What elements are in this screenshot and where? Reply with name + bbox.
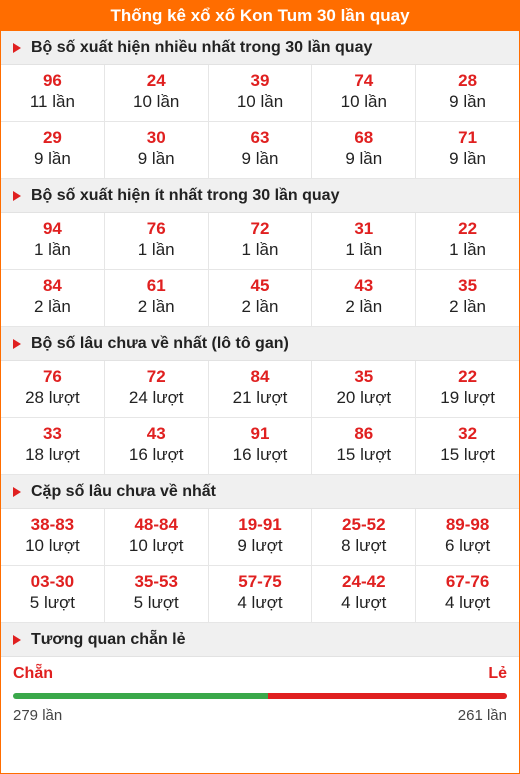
triangle-right-icon — [13, 191, 21, 201]
triangle-right-icon — [13, 635, 21, 645]
lottery-number: 84 — [250, 367, 270, 386]
grid-row — [1, 361, 519, 418]
occurrence-count: 4 lượt — [341, 593, 387, 612]
section-heading — [1, 179, 519, 213]
occurrence-count: 1 lần — [137, 240, 175, 259]
lottery-number: 71 — [458, 128, 478, 147]
number-cell — [105, 270, 209, 327]
number-cell — [1, 361, 105, 418]
ratio-heading-label: Tương quan chẵn lẻ — [31, 630, 186, 648]
occurrence-count: 10 lần — [236, 92, 284, 111]
odd-bar-fill — [268, 693, 507, 699]
number-cell — [1, 122, 105, 179]
number-cell — [312, 566, 416, 623]
occurrence-count: 1 lần — [449, 240, 487, 259]
lottery-number: 74 — [354, 71, 374, 90]
number-cell — [209, 270, 313, 327]
lottery-number: 25-52 — [342, 515, 386, 534]
number-cell — [105, 122, 209, 179]
number-cell — [209, 566, 313, 623]
number-cell — [1, 65, 105, 122]
lottery-number: 22 — [458, 367, 478, 386]
number-cell — [312, 122, 416, 179]
occurrence-count: 4 lượt — [444, 593, 491, 612]
number-cell — [416, 270, 519, 327]
lottery-number: 38-83 — [30, 515, 75, 534]
lottery-number: 96 — [42, 71, 62, 90]
occurrence-count: 9 lần — [449, 92, 487, 111]
occurrence-count: 16 lượt — [128, 445, 184, 464]
occurrence-count: 19 lượt — [440, 388, 495, 407]
lottery-number: 03-30 — [30, 572, 75, 591]
occurrence-count: 24 lượt — [128, 388, 184, 407]
grid-row — [1, 418, 519, 475]
occurrence-count: 1 lần — [241, 240, 279, 259]
section-heading-label: Bộ số xuất hiện ít nhất trong 30 lần quay — [31, 186, 340, 204]
occurrence-count: 2 lần — [241, 297, 279, 316]
even-count: 279 lần — [13, 707, 63, 724]
occurrence-count: 2 lần — [33, 297, 71, 316]
occurrence-count: 10 lần — [133, 92, 180, 111]
occurrence-count: 10 lượt — [128, 536, 184, 555]
odd-label: Lẻ — [488, 665, 507, 682]
section-heading — [1, 327, 519, 361]
occurrence-count: 5 lượt — [133, 593, 179, 612]
number-cell — [209, 213, 313, 270]
even-label: Chẵn — [13, 665, 53, 682]
grid-row — [1, 270, 519, 327]
grid-row — [1, 122, 519, 179]
occurrence-count: 2 lần — [449, 297, 487, 316]
number-cell — [416, 509, 519, 566]
occurrence-count: 10 lần — [340, 92, 387, 111]
lottery-number: 57-75 — [238, 572, 282, 591]
occurrence-count: 9 lần — [33, 149, 71, 168]
number-cell — [105, 509, 209, 566]
number-cell — [209, 418, 313, 475]
lottery-number: 67-76 — [445, 572, 490, 591]
number-cell — [105, 566, 209, 623]
lottery-number: 91 — [250, 424, 270, 443]
occurrence-count: 1 lần — [345, 240, 383, 259]
triangle-right-icon — [13, 339, 21, 349]
lottery-number: 22 — [458, 219, 478, 238]
occurrence-count: 15 lượt — [336, 445, 392, 464]
number-cell — [209, 122, 313, 179]
occurrence-count: 16 lượt — [232, 445, 288, 464]
occurrence-count: 9 lần — [345, 149, 383, 168]
occurrence-count: 2 lần — [137, 297, 175, 316]
lottery-number: 63 — [250, 128, 270, 147]
section-heading-label: Cặp số lâu chưa về nhất — [31, 482, 216, 500]
lottery-number: 72 — [250, 219, 270, 238]
number-cell — [105, 213, 209, 270]
number-cell — [1, 213, 105, 270]
occurrence-count: 2 lần — [345, 297, 383, 316]
number-cell — [209, 361, 313, 418]
occurrence-count: 9 lần — [137, 149, 175, 168]
number-cell — [105, 418, 209, 475]
section-heading-label: Bộ số xuất hiện nhiều nhất trong 30 lần quay — [31, 38, 373, 56]
section-heading-label: Bộ số lâu chưa về nhất (lô tô gan) — [31, 334, 289, 352]
number-cell — [312, 509, 416, 566]
number-cell — [312, 418, 416, 475]
section-heading — [1, 31, 519, 65]
lottery-number: 61 — [146, 276, 166, 295]
occurrence-count: 21 lượt — [232, 388, 288, 407]
occurrence-count: 10 lượt — [25, 536, 80, 555]
number-cell — [1, 270, 105, 327]
number-cell — [312, 213, 416, 270]
lottery-number: 39 — [250, 71, 270, 90]
lottery-number: 29 — [42, 128, 62, 147]
lottery-number: 76 — [42, 367, 62, 386]
grid-row — [1, 213, 519, 270]
number-cell — [416, 122, 519, 179]
occurrence-count: 28 lượt — [25, 388, 80, 407]
ratio-bar — [13, 693, 507, 699]
even-bar-fill — [13, 693, 268, 699]
occurrence-count: 15 lượt — [440, 445, 495, 464]
number-grid — [1, 361, 519, 475]
triangle-right-icon — [13, 487, 21, 497]
number-cell — [1, 418, 105, 475]
lottery-number: 89-98 — [445, 515, 490, 534]
number-cell — [209, 509, 313, 566]
ratio-heading — [1, 623, 519, 657]
lottery-number: 33 — [42, 424, 62, 443]
even-odd-ratio — [1, 665, 519, 724]
triangle-right-icon — [13, 43, 21, 53]
lottery-number: 28 — [458, 71, 478, 90]
lottery-number: 45 — [250, 276, 270, 295]
number-grid — [1, 213, 519, 327]
panel-title: Thống kê xổ xố Kon Tum 30 lần quay — [1, 1, 519, 31]
number-grid — [1, 509, 519, 623]
occurrence-count: 20 lượt — [336, 388, 392, 407]
number-cell — [416, 65, 519, 122]
lottery-number: 32 — [458, 424, 478, 443]
occurrence-count: 4 lượt — [237, 593, 283, 612]
lottery-number: 72 — [146, 367, 166, 386]
lottery-number: 35 — [458, 276, 478, 295]
occurrence-count: 1 lần — [33, 240, 71, 259]
occurrence-count: 18 lượt — [25, 445, 80, 464]
occurrence-count: 5 lượt — [29, 593, 75, 612]
lottery-number: 24-42 — [342, 572, 386, 591]
lottery-number: 68 — [354, 128, 374, 147]
number-cell — [105, 65, 209, 122]
number-cell — [1, 509, 105, 566]
grid-row — [1, 509, 519, 566]
number-cell — [416, 213, 519, 270]
occurrence-count: 11 lần — [29, 92, 75, 111]
occurrence-count: 9 lần — [449, 149, 487, 168]
number-cell — [312, 270, 416, 327]
grid-row — [1, 65, 519, 122]
number-cell — [105, 361, 209, 418]
section-heading — [1, 475, 519, 509]
odd-count: 261 lần — [457, 707, 507, 724]
occurrence-count: 9 lần — [241, 149, 279, 168]
number-cell — [312, 361, 416, 418]
grid-row — [1, 566, 519, 623]
occurrence-count: 6 lượt — [444, 536, 491, 555]
number-cell — [416, 361, 519, 418]
lottery-number: 84 — [42, 276, 62, 295]
lottery-number: 76 — [146, 219, 166, 238]
lottery-number: 43 — [354, 276, 374, 295]
lottery-number: 24 — [146, 71, 166, 90]
number-cell — [416, 566, 519, 623]
lottery-number: 30 — [146, 128, 166, 147]
lottery-number: 94 — [42, 219, 62, 238]
number-cell — [416, 418, 519, 475]
lottery-number: 35 — [354, 367, 374, 386]
number-cell — [209, 65, 313, 122]
lottery-number: 48-84 — [134, 515, 178, 534]
lottery-number: 19-91 — [238, 515, 282, 534]
lottery-number: 43 — [146, 424, 166, 443]
occurrence-count: 9 lượt — [237, 536, 283, 555]
number-cell — [1, 566, 105, 623]
lottery-number: 35-53 — [134, 572, 178, 591]
lottery-number: 86 — [354, 424, 374, 443]
number-grid — [1, 65, 519, 179]
sections-container — [1, 31, 519, 623]
occurrence-count: 8 lượt — [341, 536, 387, 555]
number-cell — [312, 65, 416, 122]
lottery-number: 31 — [354, 219, 374, 238]
